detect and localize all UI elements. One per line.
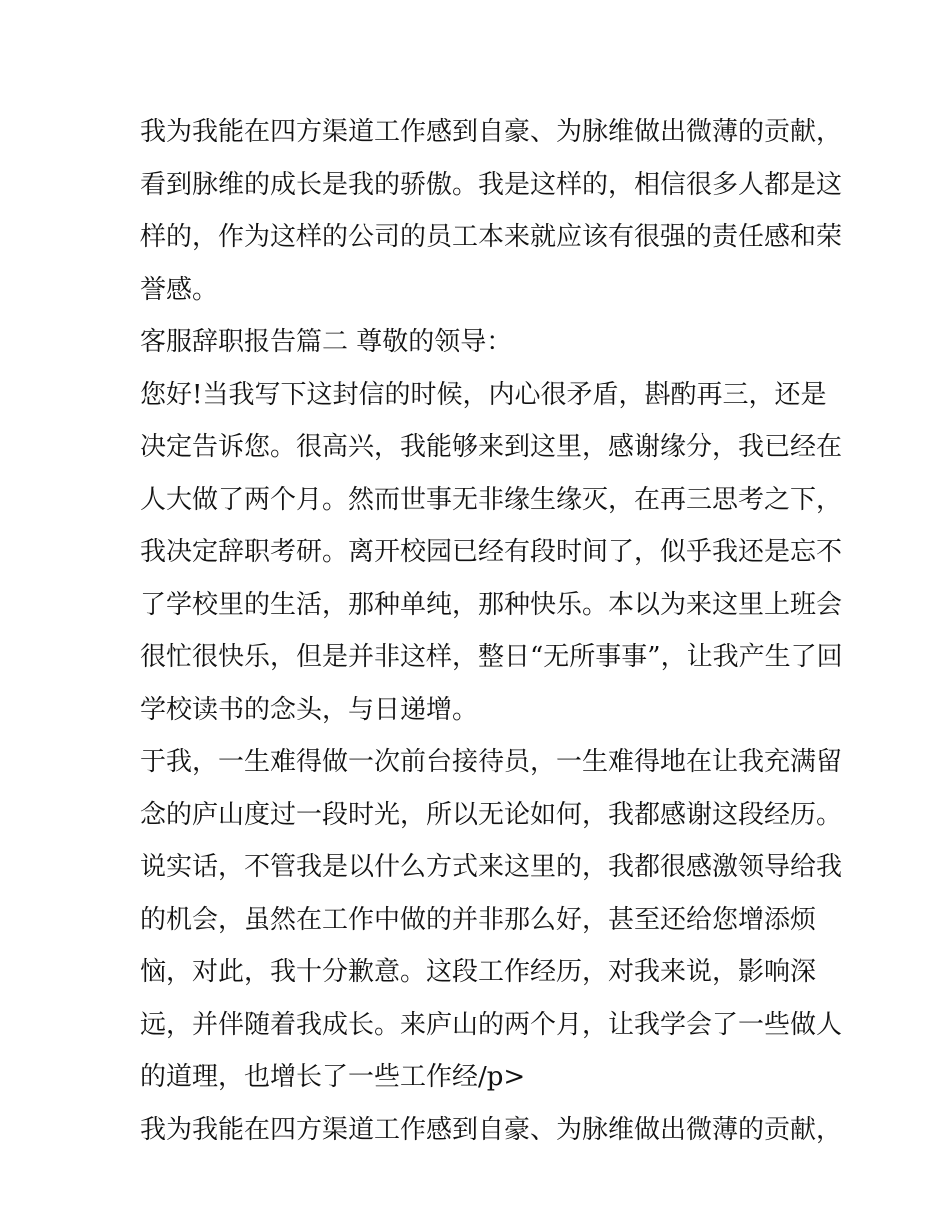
text-line: 我决定辞职考研。离开校园已经有段时间了，似乎我还是忘不 [140,537,843,567]
text-line: 很忙很快乐，但是并非这样，整日“无所事事”，让我产生了回 [140,642,843,672]
text-line: 的机会，虽然在工作中做的并非那么好，甚至还给您增添烦 [140,904,817,935]
section-heading: 客服辞职报告篇二 尊敬的领导： [140,327,513,357]
text-line: 决定告诉您。很高兴，我能够来到这里，感谢缘分，我已经在 [140,432,843,462]
text-line: 恼，对此，我十分歉意。这段工作经历，对我来说，影响深 [140,957,817,987]
text-line: 我为我能在四方渠道工作感到自豪、为脉维做出微薄的贡献， [140,117,843,147]
text-line: 于我，一生难得做一次前台接待员，一生难得地在让我充满留 [140,747,843,777]
text-line: 看到脉维的成长是我的骄傲。我是这样的，相信很多人都是这 [140,169,843,200]
text-line: 了学校里的生活，那种单纯，那种快乐。本以为来这里上班会 [140,589,843,620]
text-line: 人大做了两个月。然而世事无非缘生缘灭，在再三思考之下， [140,484,843,515]
text-line: 您好!当我写下这封信的时候，内心很矛盾，斟酌再三，还是 [140,379,827,410]
text-line: 的道理，也增长了一些工作经/p> [140,1062,526,1092]
text-line: 说实话，不管我是以什么方式来这里的，我都很感激领导给我 [140,852,843,882]
text-line: 远，并伴随着我成长。来庐山的两个月，让我学会了一些做人 [140,1009,843,1040]
text-line: 样的，作为这样的公司的员工本来就应该有很强的责任感和荣 [140,222,843,252]
text-line: 我为我能在四方渠道工作感到自豪、为脉维做出微薄的贡献， [140,1114,843,1145]
text-line: 念的庐山度过一段时光，所以无论如何，我都感谢这段经历。 [140,799,843,830]
text-line: 誉感。 [140,274,219,305]
document-body [140,106,843,1156]
text-line: 学校读书的念头，与日递增。 [140,694,479,725]
